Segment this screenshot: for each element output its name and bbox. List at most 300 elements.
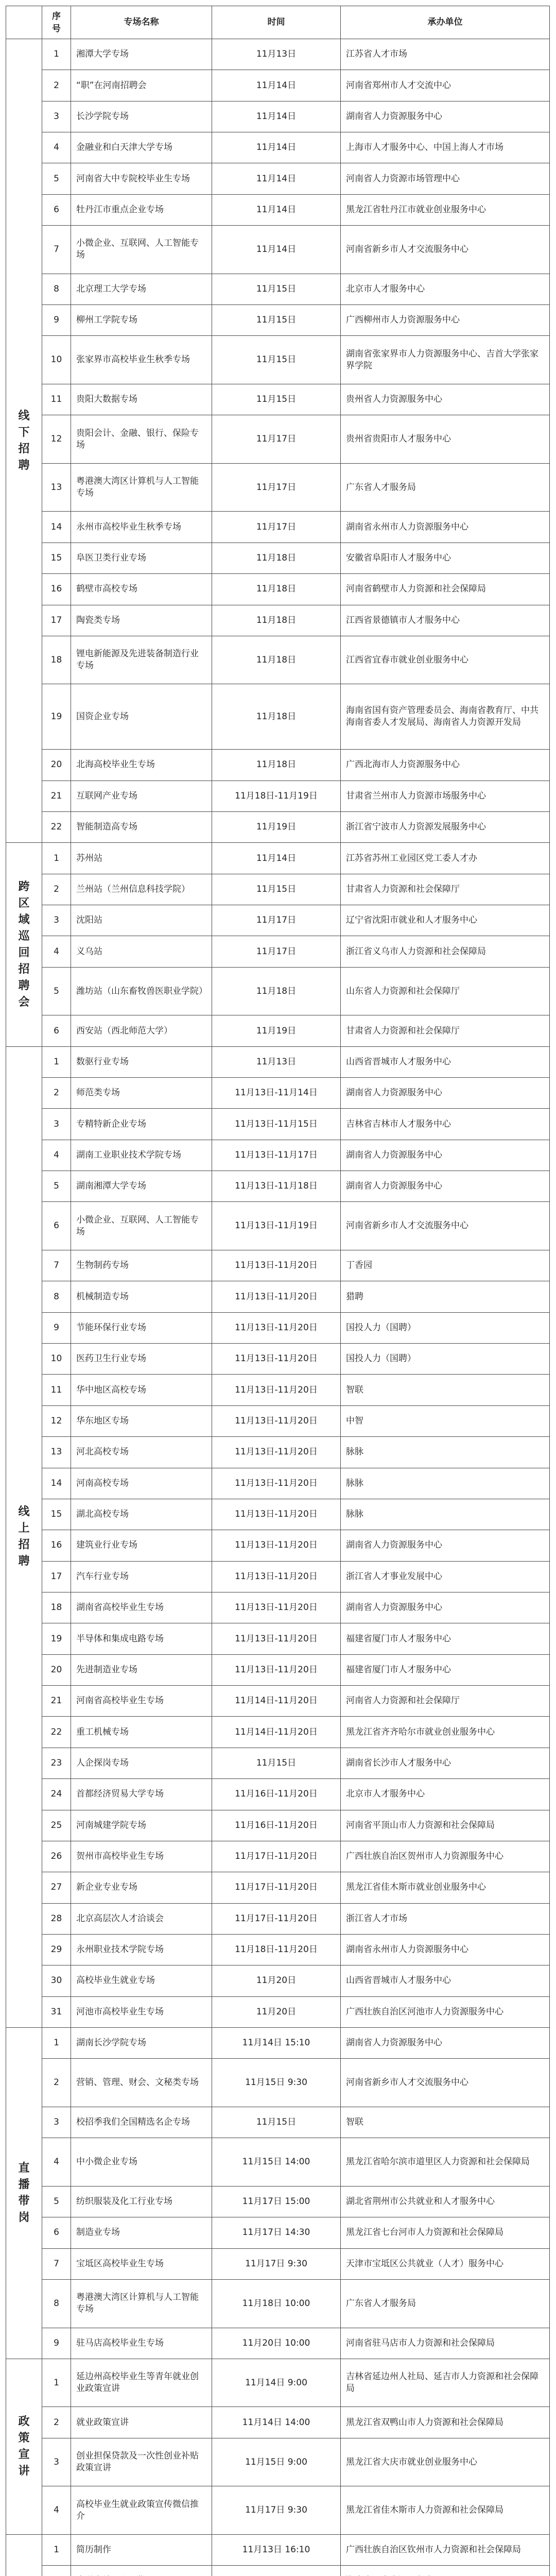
table-row [6, 1623, 550, 1654]
row-org: 脉脉 [341, 1499, 550, 1530]
row-org: 海南省国有资产管理委员会、海南省教育厅、中共海南省委人才发展局、海南省人力资源开发局 [341, 684, 550, 750]
row-name: 鹤壁市高校专场 [71, 574, 212, 605]
row-org: 黑龙江省牡丹江市就业创业服务中心 [341, 194, 550, 225]
row-time: 11月13日-11月20日 [212, 1375, 341, 1405]
row-name: 潍坊站（山东畜牧兽医职业学院） [71, 967, 212, 1015]
row-name: 锂电新能源及先进装备制造行业专场 [71, 636, 212, 684]
table-row [6, 2028, 550, 2059]
row-time: 11月14日 [212, 226, 341, 274]
table-row [6, 936, 550, 967]
table-row [6, 1344, 550, 1375]
row-name: 专精特新企业专场 [71, 1109, 212, 1140]
row-index: 2 [42, 874, 71, 905]
row-org: 河南省人力资源市场管理中心 [341, 163, 550, 194]
row-name: 宝坻区高校毕业生专场 [71, 2248, 212, 2279]
row-org: 天津市宝坻区公共就业（人才）服务中心 [341, 2248, 550, 2279]
section-category [6, 1046, 42, 2027]
row-time: 11月13日 [212, 39, 341, 70]
row-index: 12 [42, 415, 71, 464]
table-row [6, 1686, 550, 1717]
table-row [6, 543, 550, 573]
table-row [6, 1748, 550, 1778]
table-row [6, 1078, 550, 1109]
table-row [6, 2407, 550, 2438]
row-name: 湖南长沙学院专场 [71, 2028, 212, 2059]
section-category [6, 2028, 42, 2359]
row-index: 1 [42, 843, 71, 874]
row-org: 广东省人才服务局 [341, 2279, 550, 2328]
table-row [6, 574, 550, 605]
row-index: 1 [42, 2359, 71, 2407]
row-org: 江西省宜春市就业创业服务中心 [341, 636, 550, 684]
row-time: 11月17日 [212, 415, 341, 464]
table-row [6, 2138, 550, 2187]
row-index: 23 [42, 1748, 71, 1778]
row-index: 28 [42, 1903, 71, 1934]
row-index: 1 [42, 1046, 71, 1077]
row-org: 河南省新乡市人才交流服务中心 [341, 226, 550, 274]
row-time: 11月20日 [212, 1965, 341, 1996]
row-name: 延边州高校毕业生等青年就业创业政策宣讲 [71, 2359, 212, 2407]
row-org: 浙江省宁波市人力资源发展服务中心 [341, 811, 550, 842]
row-org: 中智 [341, 1405, 550, 1436]
row-index: 12 [42, 1405, 71, 1436]
table-row [6, 1965, 550, 1996]
row-time: 11月13日-11月19日 [212, 1202, 341, 1250]
row-org: 智联 [341, 1375, 550, 1405]
row-name: 湖南工业职业技术学院专场 [71, 1140, 212, 1171]
row-index: 30 [42, 1965, 71, 1996]
row-org: 智联 [341, 2107, 550, 2138]
row-index: 1 [42, 39, 71, 70]
row-org: 江苏省苏州工业园区党工委人才办 [341, 843, 550, 874]
row-index: 2 [42, 2407, 71, 2438]
row-org: 河南省郑州市人才交流中心 [341, 70, 550, 101]
row-name: 河南高校专场 [71, 1468, 212, 1499]
table-row [6, 2248, 550, 2279]
row-name: 小微企业、互联网、人工智能专场 [71, 226, 212, 274]
row-time: 11月16日-11月20日 [212, 1779, 341, 1810]
table-row [6, 1140, 550, 1171]
table-row [6, 1841, 550, 1872]
row-time: 11月14日 [212, 194, 341, 225]
table-row [6, 1872, 550, 1903]
row-index: 4 [42, 132, 71, 163]
row-name: 华东地区专场 [71, 1405, 212, 1436]
row-time: 11月17日-11月20日 [212, 1841, 341, 1872]
row-time: 11月13日-11月20日 [212, 1281, 341, 1312]
row-org: 黑龙江省双鸭山市人力资源和社会保障局 [341, 2407, 550, 2438]
row-index: 22 [42, 1717, 71, 1748]
row-org: 河南省驻马店市人力资源和社会保障局 [341, 2328, 550, 2359]
row-index: 8 [42, 1281, 71, 1312]
row-name: 阜医卫类行业专场 [71, 543, 212, 573]
row-time: 11月13日-11月20日 [212, 1405, 341, 1436]
table-row [6, 2566, 550, 2576]
section-category-label: 跨区域巡回招聘会 [18, 880, 30, 1009]
row-org: 福建省厦门市人才服务中心 [341, 1654, 550, 1685]
row-name: 建筑业行业专场 [71, 1530, 212, 1561]
row-org: 广西柳州市人力资源服务中心 [341, 305, 550, 336]
section-category [6, 843, 42, 1046]
row-name: 永州市高校毕业生秋季专场 [71, 512, 212, 543]
row-index: 19 [42, 1623, 71, 1654]
row-time: 11月20日 10:00 [212, 2328, 341, 2359]
row-index: 13 [42, 1437, 71, 1468]
row-time: 11月18日 [212, 636, 341, 684]
row-time: 11月18日 [212, 750, 341, 781]
row-name: 河南省大中专院校毕业生专场 [71, 163, 212, 194]
row-index: 17 [42, 1561, 71, 1592]
table-row [6, 2279, 550, 2328]
header-index [42, 6, 71, 39]
table-row [6, 39, 550, 70]
header-name: 专场名称 [71, 6, 212, 39]
row-time: 11月18日-11月20日 [212, 1934, 341, 1965]
row-name: 汽车行业专场 [71, 1561, 212, 1592]
table-row [6, 1779, 550, 1810]
row-name: 高校毕业生就业专场 [71, 1965, 212, 1996]
row-name: “职”在河南招聘会 [71, 70, 212, 101]
row-index: 4 [42, 2486, 71, 2535]
row-index: 4 [42, 2138, 71, 2187]
table-row [6, 1530, 550, 1561]
row-time: 11月15日 [212, 336, 341, 384]
row-time: 11月19日 [212, 811, 341, 842]
row-org: 黑龙江省齐齐哈尔市就业创业服务中心 [341, 1717, 550, 1748]
table-row [6, 463, 550, 512]
table-header-row [6, 6, 550, 39]
row-name: 纺织服装及化工行业专场 [71, 2186, 212, 2217]
row-time: 11月13日-11月20日 [212, 1592, 341, 1623]
row-time: 11月17日 15:00 [212, 2186, 341, 2217]
row-org: 甘肃省人力资源和社会保障厅 [341, 1015, 550, 1046]
table-row [6, 1996, 550, 2027]
table-row [6, 1046, 550, 1077]
row-index: 10 [42, 336, 71, 384]
row-org: 上海市人才服务中心、中国上海人才市场 [341, 132, 550, 163]
row-org: 黑龙江省佳木斯市人力资源和社会保障局 [341, 2486, 550, 2535]
row-index: 3 [42, 2438, 71, 2486]
row-time: 11月15日 [212, 384, 341, 415]
row-index: 24 [42, 1779, 71, 1810]
table-row [6, 1934, 550, 1965]
row-index: 6 [42, 1202, 71, 1250]
row-time: 11月17日 [212, 905, 341, 936]
row-index: 13 [42, 463, 71, 512]
row-time: 11月13日-11月20日 [212, 1250, 341, 1281]
row-index: 17 [42, 605, 71, 636]
row-name: 金融业和白天津大学专场 [71, 132, 212, 163]
row-index: 16 [42, 1530, 71, 1561]
row-time: 11月13日-11月20日 [212, 1654, 341, 1685]
row-time: 11月15日 [212, 874, 341, 905]
row-index: 3 [42, 905, 71, 936]
row-org: 广西壮族自治区钦州市人力资源和社会保障局 [341, 2534, 550, 2565]
row-name: 粤港澳大湾区计算机与人工智能专场 [71, 2279, 212, 2328]
table-row [6, 2486, 550, 2535]
table-row [6, 1202, 550, 1250]
row-org [341, 2566, 550, 2576]
row-org: 河南省人力资源和社会保障厅 [341, 1686, 550, 1717]
row-name: 柳州工学院专场 [71, 305, 212, 336]
row-index: 4 [42, 1140, 71, 1171]
section-category [6, 39, 42, 843]
row-index: 5 [42, 2186, 71, 2217]
row-name: 河池市高校毕业生专场 [71, 1996, 212, 2027]
row-index: 19 [42, 684, 71, 750]
row-index: 22 [42, 811, 71, 842]
row-time: 11月13日 [212, 1046, 341, 1077]
row-org: 山西省晋城市人才服务中心 [341, 1965, 550, 1996]
row-index: 20 [42, 750, 71, 781]
row-org: 湖南省永州市人力资源服务中心 [341, 1934, 550, 1965]
row-time: 11月19日 [212, 1015, 341, 1046]
row-org: 国投人力（国聘） [341, 1312, 550, 1343]
row-index: 6 [42, 2217, 71, 2248]
row-index: 2 [42, 2059, 71, 2107]
table-row [6, 2534, 550, 2565]
row-org: 猎聘 [341, 1281, 550, 1312]
row-org: 湖南省人力资源服务中心 [341, 1140, 550, 1171]
row-name: 粤港澳大湾区计算机与人工智能专场 [71, 463, 212, 512]
row-name: 首都经济贸易大学专场 [71, 1779, 212, 1810]
row-time: 11月13日-11月20日 [212, 1623, 341, 1654]
row-org: 贵州省贵阳市人才服务中心 [341, 415, 550, 464]
row-name: 医药卫生行业专场 [71, 1344, 212, 1375]
row-org: 浙江省人才事业发展中心 [341, 1561, 550, 1592]
row-org: 甘肃省人力资源和社会保障厅 [341, 874, 550, 905]
row-index: 7 [42, 2248, 71, 2279]
row-index: 3 [42, 2107, 71, 2138]
row-time: 11月18日 [212, 543, 341, 573]
table-row [6, 2359, 550, 2407]
row-time: 11月18日 10:00 [212, 2279, 341, 2328]
row-index: 15 [42, 543, 71, 573]
row-org: 湖南省永州市人力资源服务中心 [341, 512, 550, 543]
row-time: 11月13日-11月20日 [212, 1561, 341, 1592]
table-row [6, 636, 550, 684]
row-name: 西安站（西北师范大学） [71, 1015, 212, 1046]
section-category-label: 线下招聘 [18, 409, 30, 472]
row-name: 中小微企业专场 [71, 2138, 212, 2187]
table-row [6, 684, 550, 750]
row-org: 河南省新乡市人才交流服务中心 [341, 2059, 550, 2107]
row-name: 陶瓷类专场 [71, 605, 212, 636]
row-name: 兰州站（兰州信息科技学院） [71, 874, 212, 905]
table-row [6, 1654, 550, 1685]
row-name: 高校毕业生就业政策宣传微信推介 [71, 2486, 212, 2535]
row-org: 湖南省人力资源服务中心 [341, 1530, 550, 1561]
row-time: 11月15日 [212, 2107, 341, 2138]
row-time: 11月15日 [212, 274, 341, 304]
table-row [6, 274, 550, 304]
row-index: 18 [42, 1592, 71, 1623]
row-index: 7 [42, 1250, 71, 1281]
row-name: 长沙学院专场 [71, 101, 212, 132]
row-time: 11月17日 [212, 512, 341, 543]
row-index: 5 [42, 1171, 71, 1202]
row-org: 浙江省义乌市人力资源和社会保障局 [341, 936, 550, 967]
row-name: 智能制造高专场 [71, 811, 212, 842]
table-row [6, 1437, 550, 1468]
row-name [71, 2566, 212, 2576]
row-org: 福建省厦门市人才服务中心 [341, 1623, 550, 1654]
row-org: 甘肃省兰州市人力资源市场服务中心 [341, 781, 550, 811]
events-table [6, 6, 550, 2576]
row-org: 江西省景德镇市人才服务中心 [341, 605, 550, 636]
row-org: 黑龙江省佳木斯市就业创业服务中心 [341, 1872, 550, 1903]
row-time: 11月13日-11月20日 [212, 1344, 341, 1375]
row-time: 11月14日 [212, 163, 341, 194]
row-index: 14 [42, 512, 71, 543]
row-index: 5 [42, 967, 71, 1015]
row-index: 16 [42, 574, 71, 605]
row-index: 6 [42, 194, 71, 225]
row-index: 6 [42, 1015, 71, 1046]
row-time: 11月14日 [212, 132, 341, 163]
table-row [6, 194, 550, 225]
table-row [6, 305, 550, 336]
row-time: 11月14日 14:00 [212, 2407, 341, 2438]
row-name: 机械制造专场 [71, 1281, 212, 1312]
row-name: 校招季我们全国精选名企专场 [71, 2107, 212, 2138]
row-index: 15 [42, 1499, 71, 1530]
row-index: 29 [42, 1934, 71, 1965]
table-row [6, 384, 550, 415]
row-org: 辽宁省沈阳市就业和人才服务中心 [341, 905, 550, 936]
table-row [6, 1015, 550, 1046]
row-name: 贺州市高校毕业生专场 [71, 1841, 212, 1872]
table-row [6, 811, 550, 842]
table-row [6, 163, 550, 194]
row-name: 苏州站 [71, 843, 212, 874]
table-row [6, 2328, 550, 2359]
row-org: 江苏省人才市场 [341, 39, 550, 70]
row-org: 湖南省人力资源服务中心 [341, 1171, 550, 1202]
section-category-label: 线上招聘 [18, 1505, 30, 1568]
row-name: 湖南湘潭大学专场 [71, 1171, 212, 1202]
row-index: 7 [42, 226, 71, 274]
row-time: 11月15日 14:00 [212, 2138, 341, 2187]
row-index: 3 [42, 101, 71, 132]
row-time: 11月14日-11月20日 [212, 1686, 341, 1717]
row-time: 11月15日 [212, 305, 341, 336]
row-name: 华中地区高校专场 [71, 1375, 212, 1405]
table-row [6, 415, 550, 464]
row-time: 11月14日 [212, 101, 341, 132]
table-row [6, 905, 550, 936]
table-row [6, 70, 550, 101]
row-time: 11月14日 [212, 843, 341, 874]
row-index: 11 [42, 384, 71, 415]
row-index: 31 [42, 1996, 71, 2027]
row-name: 就业政策宣讲 [71, 2407, 212, 2438]
row-name: 驻马店高校毕业生专场 [71, 2328, 212, 2359]
row-name: 北海高校毕业生专场 [71, 750, 212, 781]
row-time: 11月17日 [212, 936, 341, 967]
row-name: 贵阳大数据专场 [71, 384, 212, 415]
row-index: 21 [42, 781, 71, 811]
row-index: 9 [42, 1312, 71, 1343]
header-time: 时间 [212, 6, 341, 39]
row-time: 11月18日 [212, 605, 341, 636]
row-index: 11 [42, 1375, 71, 1405]
table-row [6, 1405, 550, 1436]
table-row [6, 1375, 550, 1405]
row-time: 11月14日-11月20日 [212, 1717, 341, 1748]
row-time: 11月13日-11月14日 [212, 1078, 341, 1109]
table-row [6, 101, 550, 132]
row-index [42, 2566, 71, 2576]
row-time: 11月17日 9:30 [212, 2248, 341, 2279]
row-index: 18 [42, 636, 71, 684]
section-category [6, 2534, 42, 2576]
row-org: 黑龙江省大庆市就业创业服务中心 [341, 2438, 550, 2486]
table-row [6, 874, 550, 905]
row-org: 湖南省人力资源服务中心 [341, 2028, 550, 2059]
row-name: 半导体和集成电路专场 [71, 1623, 212, 1654]
row-index: 2 [42, 1078, 71, 1109]
row-time: 11月13日-11月20日 [212, 1437, 341, 1468]
row-org: 山西省晋城市人才服务中心 [341, 1046, 550, 1077]
row-index: 26 [42, 1841, 71, 1872]
section-category-label: 政策宣讲 [18, 2415, 30, 2478]
row-org: 湖南省人力资源服务中心 [341, 1078, 550, 1109]
table-row [6, 1281, 550, 1312]
row-name: 互联网产业专场 [71, 781, 212, 811]
row-time: 11月18日 [212, 967, 341, 1015]
row-name: 营销、管理、财会、文秘类专场 [71, 2059, 212, 2107]
row-name: 永州职业技术学院专场 [71, 1934, 212, 1965]
section-category-label: 直播带岗 [18, 2161, 30, 2224]
row-org: 河南省平顶山市人力资源和社会保障局 [341, 1810, 550, 1841]
row-time: 11月14日 9:00 [212, 2359, 341, 2407]
row-name: 北京高层次人才洽谈会 [71, 1903, 212, 1934]
table-row [6, 1312, 550, 1343]
row-name: 重工机械专场 [71, 1717, 212, 1748]
table-row [6, 605, 550, 636]
row-name: 河南城建学院专场 [71, 1810, 212, 1841]
row-name: 沈阳站 [71, 905, 212, 936]
row-time: 11月13日-11月20日 [212, 1530, 341, 1561]
row-name: 贵阳会计、金融、银行、保险专场 [71, 415, 212, 464]
row-index: 9 [42, 305, 71, 336]
header-org: 承办单位 [341, 6, 550, 39]
row-time: 11月13日-11月18日 [212, 1171, 341, 1202]
row-org: 广东省人才服务局 [341, 463, 550, 512]
row-time: 11月13日-11月17日 [212, 1140, 341, 1171]
row-org: 吉林省延边州人社局、延吉市人力资源和社会保障局 [341, 2359, 550, 2407]
row-time: 11月18日-11月19日 [212, 781, 341, 811]
row-org: 湖南省人力资源服务中心 [341, 1592, 550, 1623]
row-org: 黑龙江省哈尔滨市道里区人力资源和社会保障局 [341, 2138, 550, 2187]
row-org: 贵州省人力资源服务中心 [341, 384, 550, 415]
row-name: 新企业专业专场 [71, 1872, 212, 1903]
table-row [6, 1499, 550, 1530]
row-name: 小微企业、互联网、人工智能专场 [71, 1202, 212, 1250]
row-time: 11月15日 9:30 [212, 2059, 341, 2107]
row-time: 11月13日 16:10 [212, 2534, 341, 2565]
row-name: 数驱行业专场 [71, 1046, 212, 1077]
row-name: 制造业专场 [71, 2217, 212, 2248]
row-index: 9 [42, 2328, 71, 2359]
row-name: 北京理工大学专场 [71, 274, 212, 304]
row-index: 27 [42, 1872, 71, 1903]
row-name: 师范类专场 [71, 1078, 212, 1109]
row-org: 广西北海市人力资源服务中心 [341, 750, 550, 781]
table-body [6, 39, 550, 2576]
